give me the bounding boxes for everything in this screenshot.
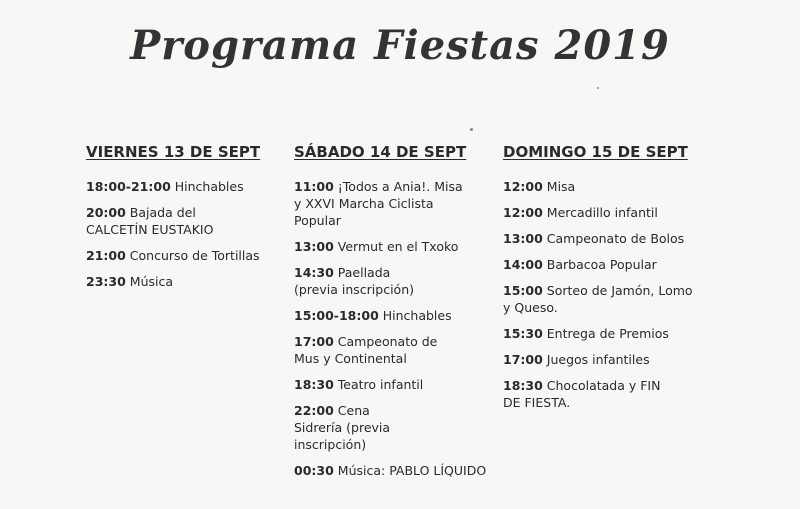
event-time: 21:00 <box>86 248 126 263</box>
schedule-item <box>503 230 703 247</box>
schedule-item <box>503 204 703 221</box>
event-time: 18:30 <box>503 378 543 393</box>
page-title: Programa Fiestas 2019 <box>130 22 670 69</box>
event-description: Misa <box>546 179 576 194</box>
event-time: 13:00 <box>503 231 543 246</box>
event-description: Música <box>129 274 174 289</box>
event-description: Cena Sidrería (previa inscripción) <box>294 403 391 452</box>
schedule-item <box>294 307 469 324</box>
schedule-item <box>294 333 459 367</box>
schedule-item <box>294 238 469 255</box>
event-time: 20:00 <box>86 205 126 220</box>
day-heading-sunday: DOMINGO 15 DE SEPT <box>503 143 688 161</box>
schedule-item <box>503 256 703 273</box>
event-description: Mercadillo infantil <box>546 205 658 220</box>
event-description: Chocolatada y FIN DE FIESTA. <box>503 378 661 410</box>
event-description: Campeonato de Bolos <box>546 231 685 246</box>
schedule-item <box>503 325 703 342</box>
event-time: 15:30 <box>503 326 543 341</box>
event-description: Música: PABLO LÍQUIDO <box>337 463 487 478</box>
event-description: Barbacoa Popular <box>546 257 657 272</box>
schedule-item <box>86 204 251 238</box>
event-time: 17:00 <box>294 334 334 349</box>
event-description: Teatro infantil <box>337 377 424 392</box>
event-description: Campeonato de Mus y Continental <box>294 334 438 366</box>
schedule-item <box>86 178 256 195</box>
schedule-item <box>86 273 256 290</box>
schedule-item <box>294 376 469 393</box>
event-time: 23:30 <box>86 274 126 289</box>
event-time: 15:00 <box>503 283 543 298</box>
day-column-saturday <box>294 143 494 488</box>
event-description: Sorteo de Jamón, Lomo y Queso. <box>503 283 693 315</box>
event-description: Vermut en el Txoko <box>337 239 459 254</box>
event-description: Hinchables <box>382 308 452 323</box>
day-heading-saturday: SÁBADO 14 DE SEPT <box>294 143 467 161</box>
scan-speck <box>470 128 473 131</box>
event-time: 14:00 <box>503 257 543 272</box>
event-time: 13:00 <box>294 239 334 254</box>
event-description: Bajada del CALCETÍN EUSTAKIO <box>86 205 214 237</box>
event-time: 22:00 <box>294 403 334 418</box>
schedule-item <box>294 264 414 298</box>
schedule-item <box>294 402 414 453</box>
event-description: Entrega de Premios <box>546 326 669 341</box>
scan-speck <box>597 87 599 89</box>
event-time: 14:30 <box>294 265 334 280</box>
schedule-item <box>294 178 469 229</box>
event-time: 18:00-21:00 <box>86 179 171 194</box>
day-column-friday <box>86 143 286 299</box>
event-time: 11:00 <box>294 179 334 194</box>
schedule-item <box>86 247 261 264</box>
day-column-sunday <box>503 143 713 420</box>
event-description: ¡Todos a Ania!. Misa y XXVI Marcha Ciclista Popular <box>294 179 463 228</box>
schedule-item <box>503 282 695 316</box>
schedule-item <box>503 351 703 368</box>
event-description: Paellada (previa inscripción) <box>294 265 414 297</box>
event-time: 17:00 <box>503 352 543 367</box>
event-description: Hinchables <box>174 179 244 194</box>
event-time: 15:00-18:00 <box>294 308 379 323</box>
schedule-item <box>503 178 703 195</box>
event-time: 00:30 <box>294 463 334 478</box>
event-time: 12:00 <box>503 179 543 194</box>
event-description: Juegos infantiles <box>546 352 650 367</box>
schedule-item <box>503 377 678 411</box>
schedule-item <box>294 462 489 479</box>
day-heading-friday: VIERNES 13 DE SEPT <box>86 143 261 161</box>
event-time: 18:30 <box>294 377 334 392</box>
event-time: 12:00 <box>503 205 543 220</box>
event-description: Concurso de Tortillas <box>129 248 260 263</box>
